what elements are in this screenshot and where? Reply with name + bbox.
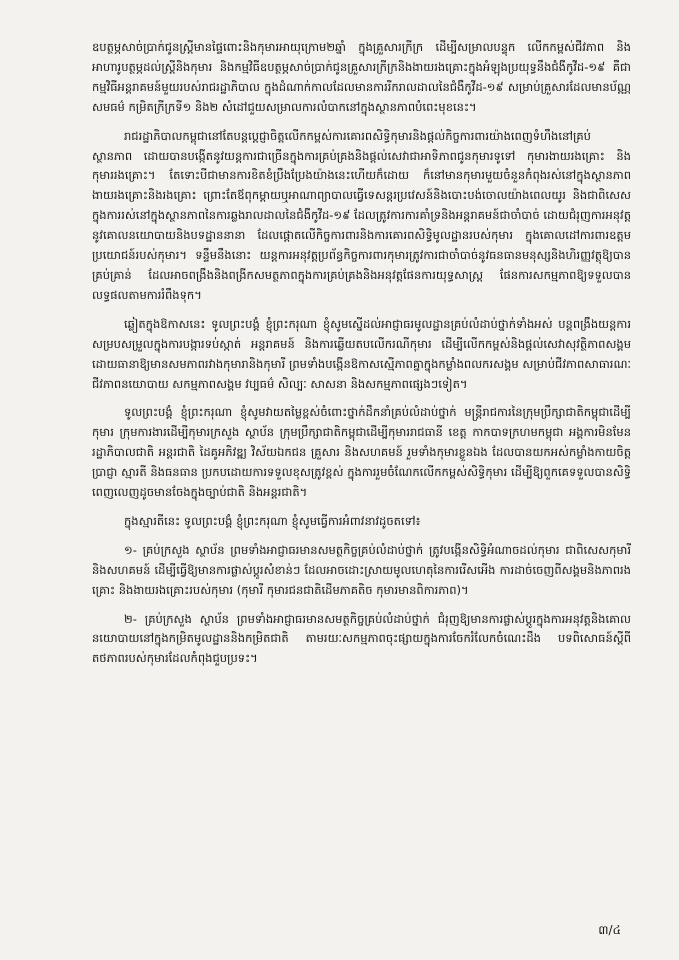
paragraph-cash-support: ឧបត្ថម្ភសាច់ប្រាក់ជូនស្ត្រីមានផ្ទៃពោះនិងកុមារអាយុក្រោម២ឆ្នាំ ក្នុងគ្រួសារក្រីក្រ ដើម្បីសម្រាលបន្ទុក លើកកម្ពស់ជីវភាព និងអាហារូបត្ថម្ភដល់ស្ត្រីនិងកុមារ និងកម្មវិធីឧបត្ថម្ភសាច់ប្រាក់ជូនគ្រួសារក្រីក្រនិងងាយរងគ្រោះក្នុងអំឡុងប្រយុទ្ធនឹងជំងឺកូវីដ-១៩ គឺជាកម្មវិធីអន្តរាគមន៍មួយរបស់រាជរដ្ឋាភិបាល ក្នុងដំណាក់កាលដែលមានការរីករាលដាលនៃជំងឺកូវីដ-១៩ សម្រាប់គ្រួសារដែលមានប័ណ្ណសមធម៌ កម្រិតក្រីក្រទី១ និង២ សំដៅជួយសម្រាលការលំបាកនៅក្នុងស្ថានភាពបំពេះមុខនេះ។ xyxy=(92,40,631,114)
paragraph-government-commitment: រាជរដ្ឋាភិបាលកម្ពុជានៅតែបន្តប្តេជ្ញាចិត្តលើកកម្ពស់ការគោរពសិទ្ធិកុមារនិងផ្តល់កិច្ចការពារយ៉ាងពេញទំហឹងនៅគ្រប់ស្ថានភាព ដោយបានបង្កើតនូវយន្តការជាច្រើនក្នុងការគ្រប់គ្រងនិងផ្តល់សេវាជាអាទិភាពជូនកុមារទូទៅ កុមារងាយរងគ្រោះ និងកុមាររងគ្រោះ។ តែទោះបីជាមានការខិតខំប្រឹងប្រែងយ៉ាងនេះហើយក៏ដោយ ក៏នៅមានកុមារមួយចំនួនកំពុងរស់នៅក្នុងស្ថានភាពងាយរងគ្រោះនិងរងគ្រោះ ព្រោះតែឪពុកម្តាយឬអាណាព្យាបាលធ្វើទេសន្តរប្រវេសន៍និងបោះបង់ចោលយ៉ាងពេលយូរ និងជាពិសេសក្នុងការរស់នៅក្នុងស្ថានភាពនៃការឆ្លងរាលដាលនៃជំងឺកូវីដ-១៩ ដែលត្រូវការការគាំទ្រនិងអន្តរាគមន៍ជាចាំបាច់ ដោយជំរុញការអនុវត្តនូវគោលនយោបាយនិងបទដ្ឋាននានា ដែលផ្តោតលើកិច្ចការពារនិងការគោរពសិទ្ធិមូលដ្ឋានរបស់កុមារ ក្នុងគោលដៅការពារឧត្តមប្រយោជន៍របស់កុមារ។ ទន្ទឹមនឹងនោះ យន្តការអនុវត្តប្រព័ន្ធកិច្ចការពារកុមារត្រូវការជាចាំបាច់នូវធនធានមនុស្សនិងហិរញ្ញវត្ថុឱ្យបានគ្រប់គ្រាន់ ដែលអាចពង្រឹងនិងពង្រីកសមត្ថភាពក្នុងការគ្រប់គ្រងនិងអនុវត្តផែនការយុទ្ធសាស្ត្រ ផែនការសកម្មភាពឱ្យទទួលបានលទ្ធផលតាមការរំពឹងទុក។ xyxy=(92,128,631,302)
paragraph-appreciation: ទូលព្រះបង្គំ ខ្ញុំព្រះករុណា ខ្ញុំសូមវាយតម្លៃខ្ពស់ចំពោះថ្នាក់ដឹកនាំគ្រប់លំដាប់ថ្នាក់ មន្ត្រីរាជការនៃក្រុមប្រឹក្សាជាតិកម្ពុជាដើម្បីកុមារ ក្រុមការងារដើម្បីកុមារក្រសួង ស្ថាប័ន ក្រុមប្រឹក្សាជាតិកម្ពុជាដើម្បីកុមាររាជធានី ខេត្ត កាកបាទក្រហមកម្ពុជា អង្គការមិនមែនរដ្ឋាភិបាលជាតិ អន្តរជាតិ ដៃគូអភិវឌ្ឍ វិស័យឯកជន គ្រួសារ និងសហគមន៍ រួមទាំងកុមារខ្លួនឯង ដែលបានយកអស់កម្លាំងកាយចិត្ត ប្រាជ្ញា ស្មារតី និងធនធាន ប្រកបដោយការទទួលខុសត្រូវខ្ពស់ ក្នុងការរួមចំណែកលើកកម្ពស់សិទ្ធិកុមារ ដើម្បីឱ្យពួកគេទទួលបានសិទ្ធិពេញលេញដូចមានចែងក្នុងច្បាប់ជាតិ និងអន្តរជាតិ។ xyxy=(92,405,631,500)
paragraph-appeal-1: ១- គ្រប់ក្រសួង ស្ថាប័ន ព្រមទាំងអាជ្ញាធរមានសមត្ថកិច្ចគ្រប់លំដាប់ថ្នាក់ ត្រូវបង្កើនសិទ្ធិអំណាចដល់កុមារ ជាពិសេសកុមារីនិងសហគមន៍ ដើម្បីធ្វើឱ្យមានការផ្លាស់ប្តូរសំខាន់ៗ ដែលអាចដោះស្រាយមូលហេតុនៃការរើសអើង ការដាច់ចេញពីសង្គមនិងភាពរងគ្រោះ និងងាយរងគ្រោះរបស់កុមារ (កុមារី កុមារជនជាតិដើមភាគតិច កុមារមានពិការភាព)។ xyxy=(92,542,631,597)
paragraph-appeal-2: ២- គ្រប់ក្រសួង ស្ថាប័ន ព្រមទាំងអាជ្ញាធរមានសមត្ថកិច្ចគ្រប់លំដាប់ថ្នាក់ ជំរុញឱ្យមានការផ្លាស់ប្តូរក្នុងការអនុវត្តនិងគោលនយោបាយនៅក្នុងកម្រិតមូលដ្ឋាននិងកម្រិតជាតិ តាមរយៈសកម្មភាពចុះផ្សាយក្នុងការចែករំលែកចំណេះដឹង បទពិសោធន៍ស្តីពីតថភាពរបស់កុមារដែលកំពុងជួបប្រទះ។ xyxy=(92,611,631,666)
page-number: ៣/៤ xyxy=(598,923,621,937)
paragraph-appeal-intro: ក្នុងស្មារតីនេះ ទូលព្រះបង្គំ ខ្ញុំព្រះករុណា ខ្ញុំសូមធ្វើការអំពាវនាវដូចតទៅ៖ xyxy=(124,513,421,528)
paragraph-request-authorities: ឆ្លៀតក្នុងឱកាសនេះ ទូលព្រះបង្គំ ខ្ញុំព្រះករុណា ខ្ញុំសូមស្នើដល់អាជ្ញាធរមូលដ្ឋានគ្រប់លំដាប់ថ្នាក់ទាំងអស់ បន្តពង្រឹងយន្តការសម្របសម្រួលក្នុងការបង្ការទប់ស្កាត់ អន្តរាគមន៍ និងការឆ្លើយតបលើករណីកុមារ ដើម្បីលើកកម្ពស់និងផ្តល់សេវាសុវត្ថិភាពសង្គម ដោយធានាឱ្យមានសមភាពរវាងកុមារានិងកុមារី ព្រមទាំងបង្កើនឱកាសស្មើភាពគ្នាក្នុងកម្លាំងពលករសង្គម សម្រាប់ជីវភាពសាធារណៈ ជីវភាពនយោបាយ សកម្មភាពសង្គម វប្បធម៌ សិល្បៈ សាសនា និងសកម្មភាពផ្សេងៗទៀត។ xyxy=(92,316,631,391)
